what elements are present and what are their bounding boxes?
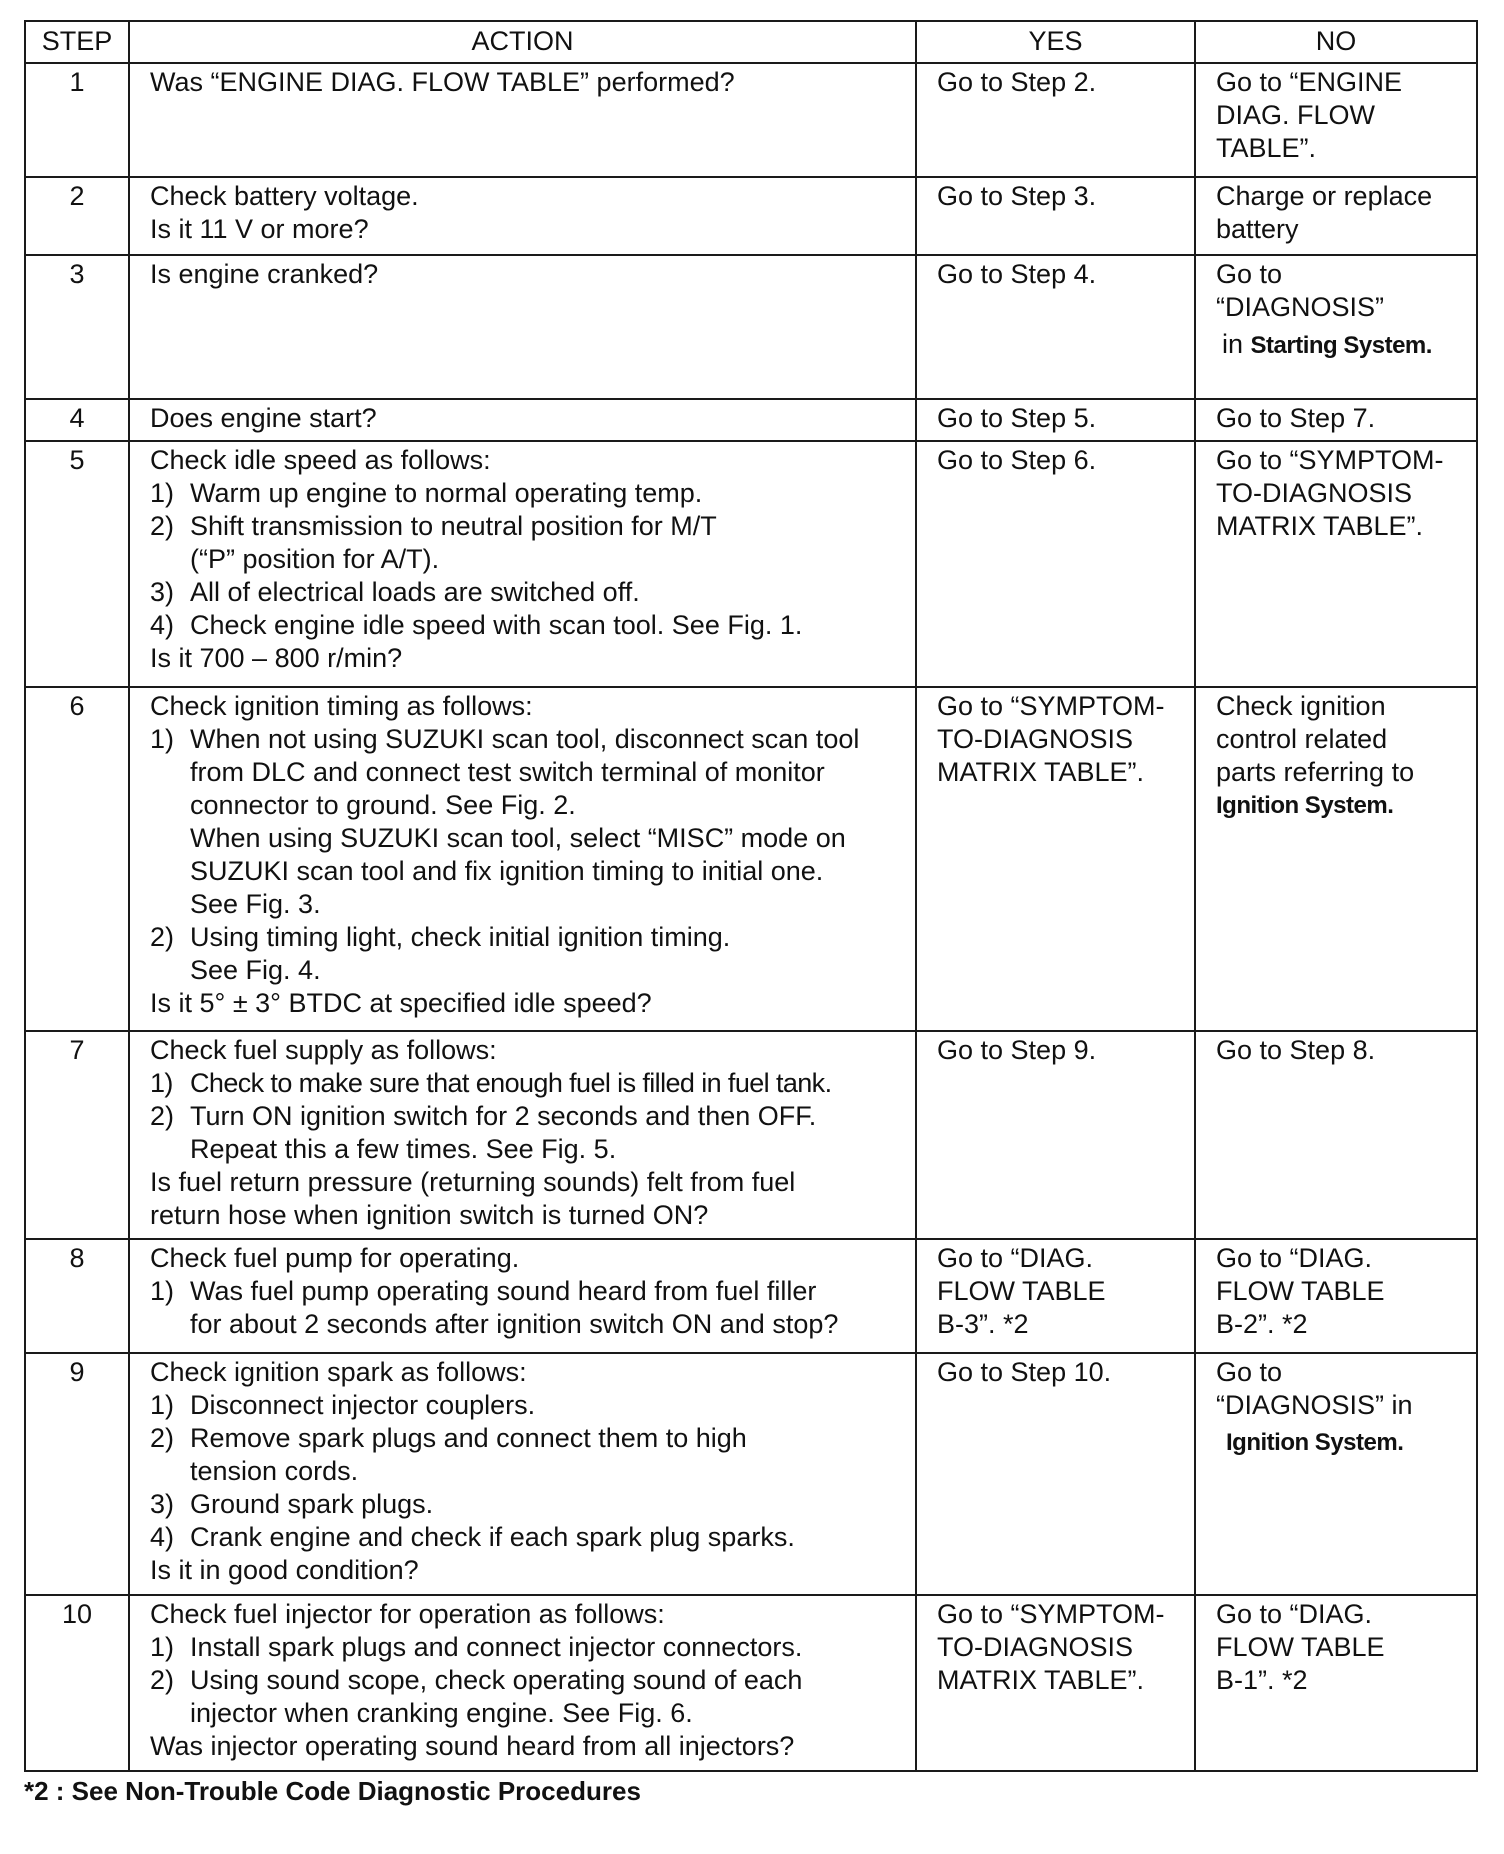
step-number: 2 <box>25 177 129 255</box>
no-line: Go to “DIAG. <box>1216 1243 1373 1273</box>
diagnostic-flow-table <box>24 20 1478 1772</box>
action-question: Is it in good condition? <box>150 1555 419 1585</box>
action-item-cont: tension cords. <box>190 1456 359 1486</box>
step-number: 3 <box>25 255 129 399</box>
system-reference: Starting System. <box>1250 332 1432 359</box>
yes-line: TO-DIAGNOSIS <box>937 724 1134 754</box>
action-item: 2) Shift transmission to neutral position for M/T <box>150 511 717 541</box>
header-yes: YES <box>916 21 1195 63</box>
table-row <box>25 63 1477 177</box>
table-row <box>25 255 1477 399</box>
table-row <box>25 441 1477 687</box>
action-item-cont: injector when cranking engine. See Fig. 6. <box>190 1698 693 1728</box>
no-line: DIAG. FLOW <box>1216 100 1376 130</box>
yes-cell <box>916 687 1195 1031</box>
action-question: Is it 700 – 800 r/min? <box>150 643 403 673</box>
action-item: 1) Was fuel pump operating sound heard from fuel filler <box>150 1276 817 1306</box>
table-row <box>25 1031 1477 1239</box>
no-cell <box>1195 255 1477 399</box>
no-line: “DIAGNOSIS” in <box>1216 1390 1413 1420</box>
action-intro: Check ignition spark as follows: <box>150 1357 527 1387</box>
action-item: 4) Crank engine and check if each spark plug sparks. <box>150 1522 795 1552</box>
no-line: Check ignition <box>1216 691 1386 721</box>
yes-cell: Go to Step 4. <box>916 255 1195 399</box>
action-item-cont: See Fig. 4. <box>190 955 321 985</box>
action-intro: Check fuel pump for operating. <box>150 1243 520 1273</box>
yes-line: MATRIX TABLE”. <box>937 1665 1145 1695</box>
action-line: Is engine cranked? <box>150 259 379 289</box>
header-row <box>25 21 1477 63</box>
yes-line: Go to “DIAG. <box>937 1243 1094 1273</box>
yes-cell: Go to Step 10. <box>916 1353 1195 1595</box>
action-question: Is fuel return pressure (returning sounds) felt from fuel <box>150 1167 796 1197</box>
action-cell <box>129 177 916 255</box>
header-action: ACTION <box>129 21 916 63</box>
no-reference <box>1216 328 1468 362</box>
system-reference: Ignition System. <box>1226 1429 1404 1456</box>
yes-cell: Go to Step 9. <box>916 1031 1195 1239</box>
no-line: Go to <box>1216 259 1283 289</box>
action-item-cont: from DLC and connect test switch terminal of monitor <box>190 757 825 787</box>
step-number: 5 <box>25 441 129 687</box>
yes-cell: Go to Step 6. <box>916 441 1195 687</box>
yes-line: B-3”. *2 <box>937 1309 1029 1339</box>
no-line: Charge or replace <box>1216 181 1433 211</box>
action-intro: Check fuel injector for operation as follows: <box>150 1599 665 1629</box>
table-row <box>25 1239 1477 1353</box>
action-item: 1) Check to make sure that enough fuel is filled in fuel tank. <box>150 1068 832 1098</box>
action-line: Does engine start? <box>150 403 377 433</box>
action-item-cont: SUZUKI scan tool and fix ignition timing to initial one. <box>190 856 824 886</box>
action-cell <box>129 687 916 1031</box>
step-number: 4 <box>25 399 129 441</box>
yes-line: MATRIX TABLE”. <box>937 757 1145 787</box>
step-number: 1 <box>25 63 129 177</box>
no-cell <box>1195 687 1477 1031</box>
no-line: B-2”. *2 <box>1216 1309 1308 1339</box>
no-cell <box>1195 1595 1477 1771</box>
no-line: B-1”. *2 <box>1216 1665 1308 1695</box>
no-line: “DIAGNOSIS” <box>1216 292 1385 322</box>
action-cell <box>129 399 916 441</box>
action-item-cont: When using SUZUKI scan tool, select “MISC” mode on <box>190 823 846 853</box>
action-question: Is it 5° ± 3° BTDC at specified idle speed? <box>150 988 652 1018</box>
no-cell <box>1195 1031 1477 1239</box>
no-cell <box>1195 63 1477 177</box>
step-number: 8 <box>25 1239 129 1353</box>
no-line: battery <box>1216 214 1299 244</box>
header-step: STEP <box>25 21 129 63</box>
system-reference: Ignition System. <box>1216 792 1394 819</box>
yes-cell: Go to Step 3. <box>916 177 1195 255</box>
action-item-cont: connector to ground. See Fig. 2. <box>190 790 576 820</box>
action-intro: Check fuel supply as follows: <box>150 1035 497 1065</box>
no-line: Go to <box>1216 1357 1283 1387</box>
table-row <box>25 687 1477 1031</box>
action-item-cont: Repeat this a few times. See Fig. 5. <box>190 1134 617 1164</box>
action-item: 2) Using sound scope, check operating sound of each <box>150 1665 803 1695</box>
action-question: return hose when ignition switch is turned ON? <box>150 1200 709 1230</box>
yes-cell <box>916 1239 1195 1353</box>
action-cell <box>129 441 916 687</box>
yes-line: FLOW TABLE <box>937 1276 1106 1306</box>
step-number: 9 <box>25 1353 129 1595</box>
action-cell <box>129 1595 916 1771</box>
action-intro: Check idle speed as follows: <box>150 445 491 475</box>
table-row <box>25 399 1477 441</box>
no-cell <box>1195 1353 1477 1595</box>
action-item-cont: See Fig. 3. <box>190 889 321 919</box>
footnote: *2 : See Non-Trouble Code Diagnostic Procedures <box>24 1776 641 1806</box>
no-line: TO-DIAGNOSIS <box>1216 478 1413 508</box>
action-intro: Check ignition timing as follows: <box>150 691 533 721</box>
action-line: Check battery voltage. <box>150 181 419 211</box>
step-number: 7 <box>25 1031 129 1239</box>
step-number: 6 <box>25 687 129 1031</box>
action-question: Was injector operating sound heard from all injectors? <box>150 1731 795 1761</box>
no-line: control related <box>1216 724 1388 754</box>
no-line: MATRIX TABLE”. <box>1216 511 1424 541</box>
yes-cell: Go to Step 2. <box>916 63 1195 177</box>
no-line: Go to Step 8. <box>1216 1035 1376 1065</box>
yes-cell: Go to Step 5. <box>916 399 1195 441</box>
action-item: 2) Using timing light, check initial ignition timing. <box>150 922 731 952</box>
action-cell <box>129 1239 916 1353</box>
action-item: 1) Disconnect injector couplers. <box>150 1390 536 1420</box>
no-cell <box>1195 177 1477 255</box>
no-line: parts referring to <box>1216 757 1415 787</box>
action-cell <box>129 1031 916 1239</box>
action-line: Is it 11 V or more? <box>150 214 369 244</box>
action-line: Was “ENGINE DIAG. FLOW TABLE” performed? <box>150 67 735 97</box>
action-item: 3) All of electrical loads are switched off. <box>150 577 640 607</box>
action-cell <box>129 255 916 399</box>
no-line: FLOW TABLE <box>1216 1276 1385 1306</box>
no-line: Go to “DIAG. <box>1216 1599 1373 1629</box>
no-line: Go to Step 7. <box>1216 403 1376 433</box>
no-line: Go to “ENGINE <box>1216 67 1403 97</box>
table-row <box>25 1595 1477 1771</box>
table-row <box>25 1353 1477 1595</box>
no-cell <box>1195 441 1477 687</box>
action-cell <box>129 1353 916 1595</box>
table-row <box>25 177 1477 255</box>
action-item: 2) Remove spark plugs and connect them to high <box>150 1423 747 1453</box>
action-item: 3) Ground spark plugs. <box>150 1489 434 1519</box>
step-number: 10 <box>25 1595 129 1771</box>
action-item: 1) When not using SUZUKI scan tool, disconnect scan tool <box>150 724 860 754</box>
no-cell <box>1195 1239 1477 1353</box>
header-no: NO <box>1195 21 1477 63</box>
no-line: TABLE”. <box>1216 133 1317 163</box>
action-item-cont: for about 2 seconds after ignition switch ON and stop? <box>190 1309 839 1339</box>
yes-line: TO-DIAGNOSIS <box>937 1632 1134 1662</box>
action-item: 1) Install spark plugs and connect injector connectors. <box>150 1632 803 1662</box>
action-cell <box>129 63 916 177</box>
no-line: FLOW TABLE <box>1216 1632 1385 1662</box>
action-item-cont: (“P” position for A/T). <box>190 544 440 574</box>
action-item: 1) Warm up engine to normal operating temp. <box>150 478 703 508</box>
no-line: Go to “SYMPTOM- <box>1216 445 1444 475</box>
no-cell <box>1195 399 1477 441</box>
no-ref-prefix: in <box>1222 329 1251 359</box>
action-item: 4) Check engine idle speed with scan tool. See Fig. 1. <box>150 610 803 640</box>
yes-line: Go to “SYMPTOM- <box>937 1599 1165 1629</box>
yes-line: Go to “SYMPTOM- <box>937 691 1165 721</box>
action-item: 2) Turn ON ignition switch for 2 seconds and then OFF. <box>150 1101 817 1131</box>
yes-cell <box>916 1595 1195 1771</box>
